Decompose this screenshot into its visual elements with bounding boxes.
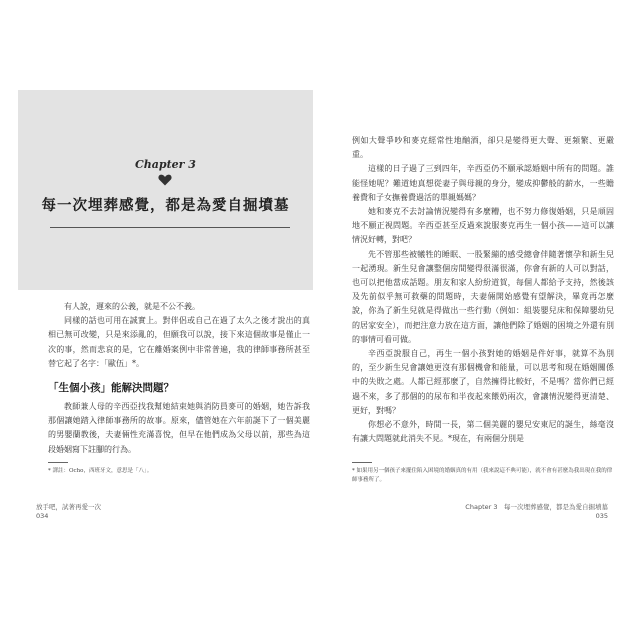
page-footer bbox=[36, 503, 101, 521]
paragraph: 先不管那些被犧牲的睡眠、一股緊繃的感受總會伴隨著懷孕和新生兒一起湧現。新生兒會讓整個房間變得很滿很滿，你會有新的人可以對話，也可以把他當成話題。朋友和家人紛紛道賀，每個人都給予支持，然後該及先前似乎無可救藥的問題時，夫妻倆開始感覺有望解決，畢竟再怎麼說，你為了新生兒就是得做出一些行動（例如：組裝嬰兒床和保障嬰幼兒的居家安全），而把注意力放在這方面，讓他們除了婚姻的困境之外還有別的事情可看可做。 bbox=[352, 249, 614, 344]
paragraph: 例如大聲爭吵和麥克經常性地酗酒，卻只是變得更大聲、更頻繁、更嚴重。 bbox=[352, 136, 614, 160]
chapter-label: Chapter 3 bbox=[135, 158, 196, 171]
footnote: * 譯註：Ocho，西班牙文，意思是「八」。 bbox=[48, 468, 153, 474]
footnote-divider bbox=[352, 462, 372, 463]
paragraph: 同樣的話也可用在誠實上。對伴侶或自己在過了太久之後才說出的真相已無可改變，只是來添亂的，但願我可以說，接下來這個故事是僅止一次的事，然而悲哀的是，它在離婚案例中非常普遍，我的律師事務所甚至替它起了名字：「歐伍」*。 bbox=[48, 316, 310, 368]
title-underline bbox=[50, 227, 290, 228]
running-title: Chapter 3 每一次埋葬感覺，都是為愛自掘墳墓 bbox=[465, 503, 608, 511]
footnote-divider bbox=[48, 462, 68, 463]
heart-icon bbox=[158, 174, 172, 186]
section-subhead: 「生個小孩」能解決問題？ bbox=[48, 382, 174, 394]
paragraph: 這樣的日子過了三到四年，辛西亞仍不願承認婚姻中所有的問題。誰能怪她呢？難道她真想從妻子與母親的身分，變成抑鬱般的薪水，一些贍養費和子女撫養費過活的單親媽媽？ bbox=[352, 164, 614, 202]
page-footer bbox=[465, 503, 608, 521]
chapter-title: 每一次埋葬感覺，都是為愛自掘墳墓 bbox=[41, 198, 290, 214]
chapter-title-block bbox=[18, 90, 313, 290]
left-body-text bbox=[48, 300, 310, 371]
paragraph: 她和麥克不去討論情況變得有多麼糟，也不努力修復婚姻，只是頑固地不願正視問題。辛西亞甚至反過來說服麥克再生一個小孩——這可以讓情況好轉，對吧？ bbox=[352, 207, 614, 245]
right-page bbox=[320, 0, 640, 640]
left-body-text-2 bbox=[48, 400, 310, 457]
page-number: 035 bbox=[595, 512, 608, 520]
paragraph: 你想必不意外，時間一長，第二個美麗的嬰兒安東尼的誕生，絲毫沒有讓大問題就此消失不見。*現在，有兩個分別是 bbox=[352, 420, 614, 444]
paragraph: 有人說，遲來的公義，就是不公不義。 bbox=[64, 302, 200, 311]
paragraph: 教師兼人母的辛西亞找我幫她結束她與消防員麥可的婚姻，她告訴我那個讓她踏入律師事務所的故事。原來，儘管她在六年前誕下了一個美麗的男嬰蘭教後，夫妻倆性充滿喜悅，但早在他們成為父母以前，那些為這段婚姻寫下註腳的行為。 bbox=[48, 402, 310, 454]
right-body-text bbox=[352, 134, 614, 446]
footnote: * 如果用另一個孩子來擺住陷入困境的婚姻真的有用（我來說這不典可能），就不會有甚麼為我出現在我的律師事務所了。 bbox=[352, 468, 613, 483]
running-title: 放手吧，試著再愛一次 bbox=[36, 503, 101, 511]
page-number: 034 bbox=[36, 512, 49, 520]
paragraph: 辛西亞說服自己，再生一個小孩對她的婚姻是件好事，就算不為別的，至少新生兒會讓她更沒有那個機會和能量，可以思考和現在婚姻關係中的失敗之處。人都已經那麼了，自然擁得比較好，不是嗎？當你們已經過不來，多了那個的的尿布和半夜起來餵奶兩次，會讓情況變得更清楚、更好，對嗎？ bbox=[352, 349, 614, 415]
